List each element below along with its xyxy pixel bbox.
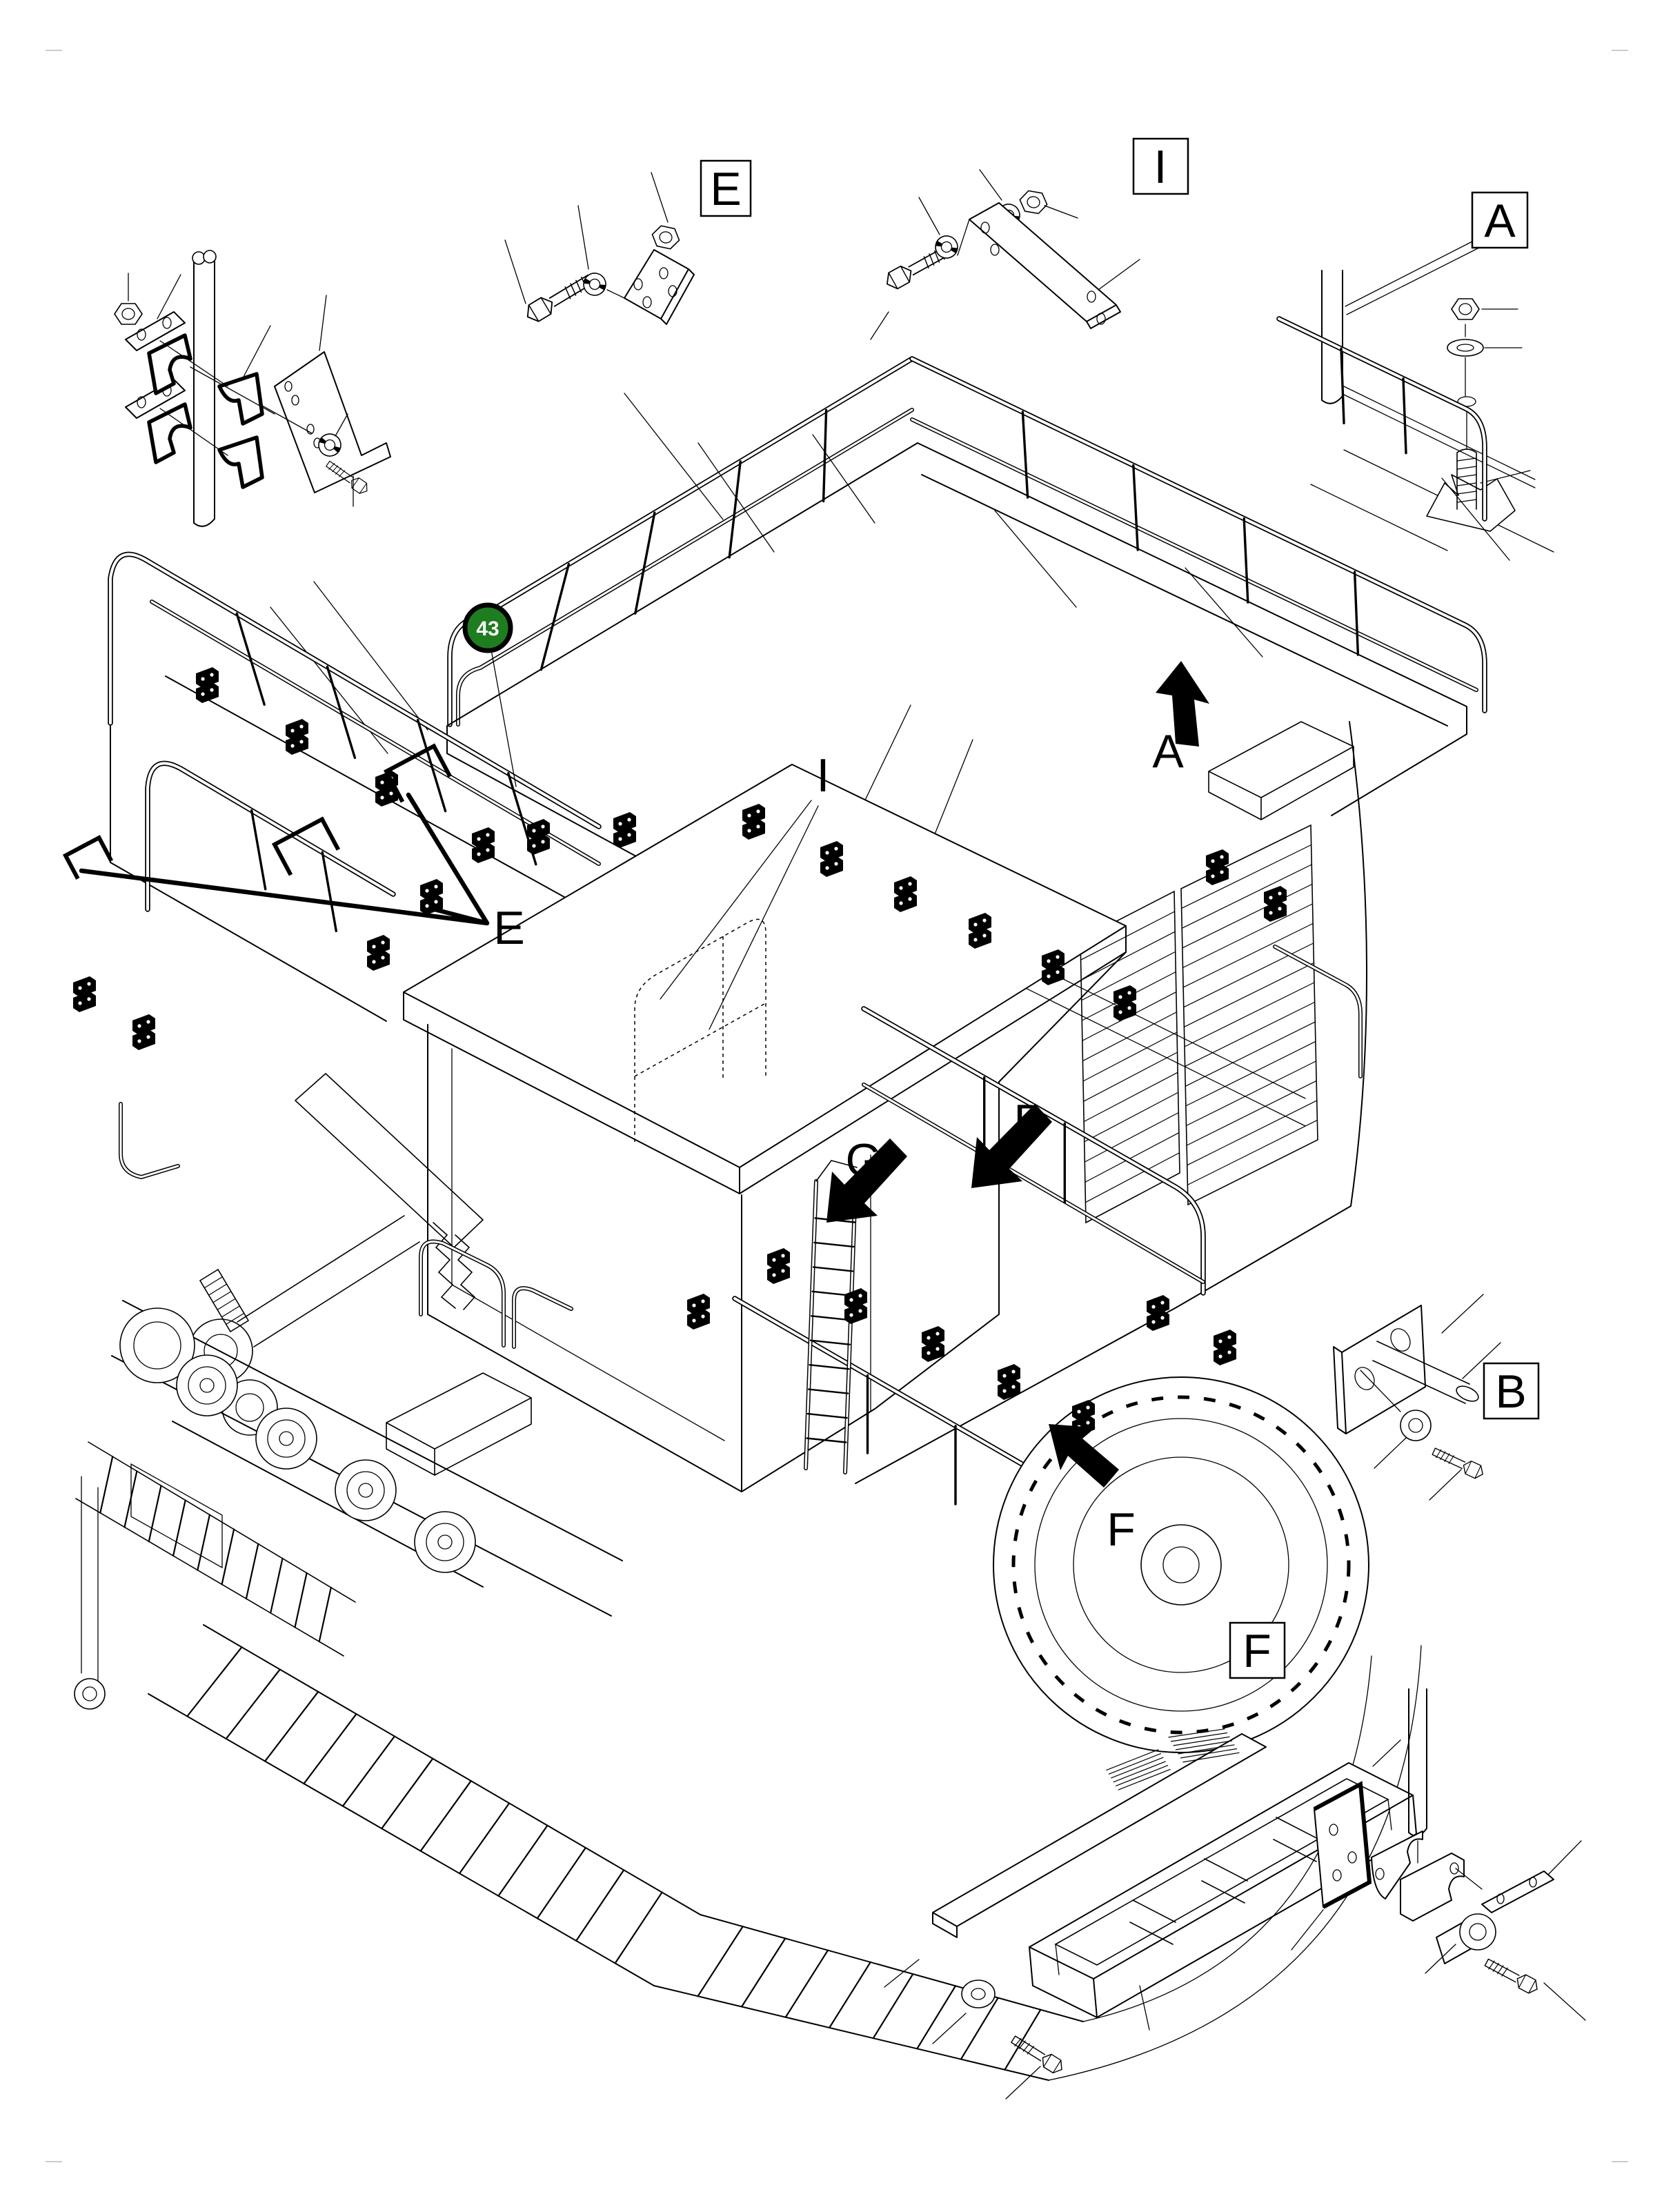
nut [650,224,681,250]
pole [194,255,215,523]
detail-box-label-f: F [1243,1625,1271,1677]
torn-surface [1427,475,1515,531]
detail-view-e [505,161,751,325]
detail-box-label-e: E [710,163,742,215]
detail-view-b [1334,1294,1538,1500]
detail-box-label-i: I [1154,141,1167,193]
pipe-u-clamp [149,335,262,487]
pole [1409,1689,1427,1836]
pole-bracket-assembly [1291,1689,1585,2020]
callout-e [66,746,525,954]
lock-washer [580,269,610,299]
deck-handrails [450,319,1485,724]
callout-label-f: F [1107,1503,1136,1556]
nut [1018,190,1049,215]
detail-view-i [871,139,1188,339]
washer [1447,339,1483,356]
washer [1400,1410,1431,1441]
left-track [76,1301,622,1656]
boom-support [75,1074,483,1709]
cab-step-box [386,1373,531,1475]
deck-step-platform [1209,722,1354,820]
detail-box-label-a: A [1484,195,1516,247]
bolt [1431,1445,1485,1481]
callout-label-g: G [845,1134,882,1187]
callout-label-e: E [493,902,525,954]
clamp-plate [1482,1871,1554,1913]
sprocket-wheel [993,1377,1369,1752]
detail-view-a [1311,192,1554,552]
detail-box-f [1230,1623,1285,1678]
nut [115,304,142,324]
washer [1460,1914,1496,1950]
spacer [962,1980,995,2008]
detail-box-label-b: B [1495,1365,1527,1418]
bolt [523,271,595,325]
chain [433,1223,475,1310]
lock-washer [931,232,962,262]
part-badge-43[interactable] [465,605,516,787]
frame-panel [131,1464,222,1568]
nut [1452,299,1479,319]
callout-label-i: I [816,749,830,802]
detail-box-b [1484,1363,1538,1419]
callout-label-a: A [1152,725,1184,778]
callout-g [826,1134,907,1223]
callout-label-b: B [1013,1095,1045,1147]
bolt [1483,1956,1541,1996]
detail-box-e [701,161,751,216]
long-mount-plate [969,203,1120,328]
callout-a [1152,661,1209,778]
detail-box-i [1134,139,1188,194]
badge-number: 43 [476,618,499,640]
detail-box-a [1472,192,1527,248]
detail-pole-clamp-assembly [115,250,390,526]
